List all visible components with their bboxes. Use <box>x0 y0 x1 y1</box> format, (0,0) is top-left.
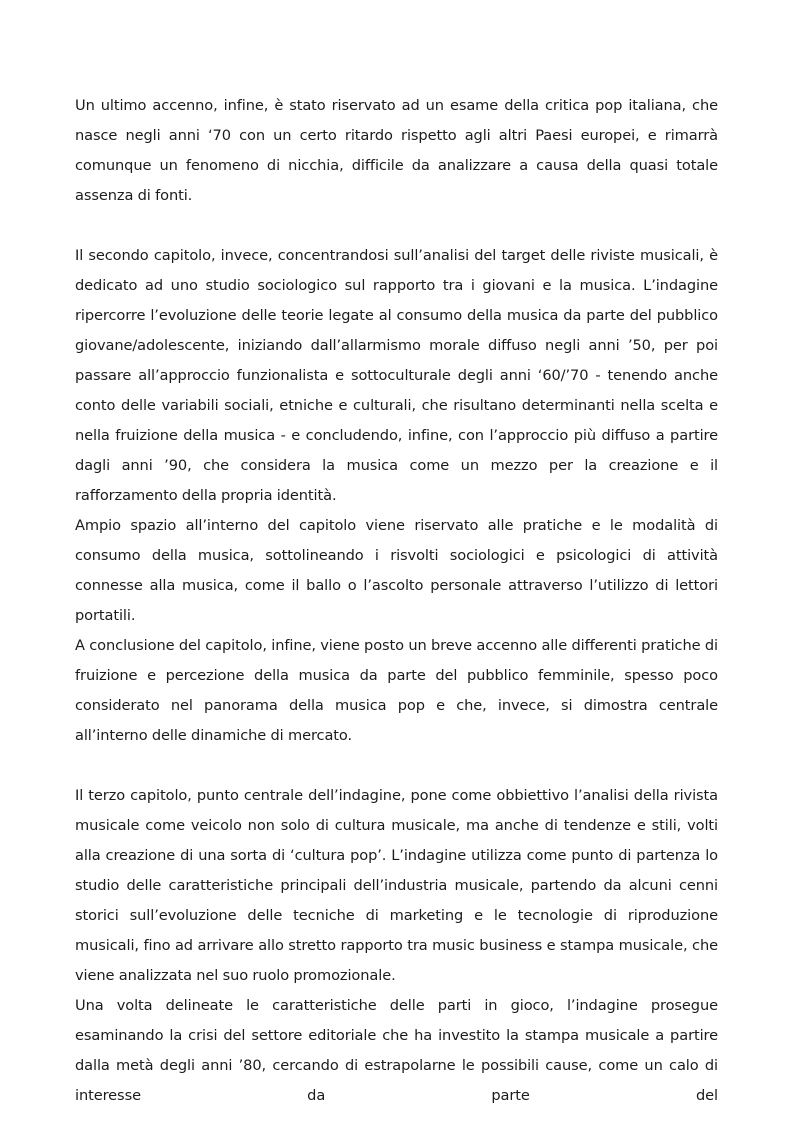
paragraph-terzo-capitolo: Il terzo capitolo, punto centrale dell’indagine, pone come obbiettivo l’analisi della rivista musicale come veicolo non solo di cultura musicale, ma anche di tendenze e stili, volti alla creazione di una sorta di ‘cultura pop’. L’indagine utilizza come punto di partenza lo studio delle caratteristiche principali dell’industria musicale, partendo da alcuni cenni storici sull’evoluzione delle tecniche di marketing e le tecnologie di riproduzione musicali, fino ad arrivare allo stretto rapporto tra music business e stampa musicale, che viene analizzata nel suo ruolo promozionale. <box>75 787 718 984</box>
paragraph-critica-pop: Un ultimo accenno, infine, è stato riservato ad un esame della critica pop italiana, che nasce negli anni ‘70 con un certo ritardo rispetto agli altri Paesi europei, e rimarrà comunque un fenomeno di nicchia, difficile da analizzare a causa della quasi totale assenza di fonti. <box>75 97 718 204</box>
paragraph-consumo-musica: Ampio spazio all’interno del capitolo viene riservato alle pratiche e le modalità di consumo della musica, sottolineando i risvolti sociologici e psicologici di attività connesse alla musica, come il ballo o l’ascolto personale attraverso l’utilizzo di lettori portatili. <box>75 517 718 624</box>
paragraph-pubblico-femminile: A conclusione del capitolo, infine, viene posto un breve accenno alle differenti pratiche di fruizione e percezione della musica da parte del pubblico femminile, spesso poco considerato nel panorama della musica pop e che, invece, si dimostra centrale all’interno delle dinamiche di mercato. <box>75 637 718 744</box>
document-body <box>75 91 718 1111</box>
paragraph-secondo-capitolo: Il secondo capitolo, invece, concentrandosi sull’analisi del target delle riviste musicali, è dedicato ad uno studio sociologico sul rapporto tra i giovani e la musica. L’indagine ripercorre l’evoluzione delle teorie legate al consumo della musica da parte del pubblico giovane/adolescente, iniziando dall’allarmismo morale diffuso negli anni ’50, per poi passare all’approccio funzionalista e sottoculturale degli anni ‘60/’70 - tenendo anche conto delle variabili sociali, etniche e culturali, che risultano determinanti nella scelta e nella fruizione della musica - e concludendo, infine, con l’approccio più diffuso a partire dagli anni ’90, che considera la musica come un mezzo per la creazione e il rafforzamento della propria identità. <box>75 247 718 504</box>
paragraph-crisi-editoriale: Una volta delineate le caratteristiche delle parti in gioco, l’indagine prosegue esaminando la crisi del settore editoriale che ha investito la stampa musicale a partire dalla metà degli anni ’80, cercando di estrapolarne le possibili cause, come un calo di interesse da parte del <box>75 997 718 1104</box>
